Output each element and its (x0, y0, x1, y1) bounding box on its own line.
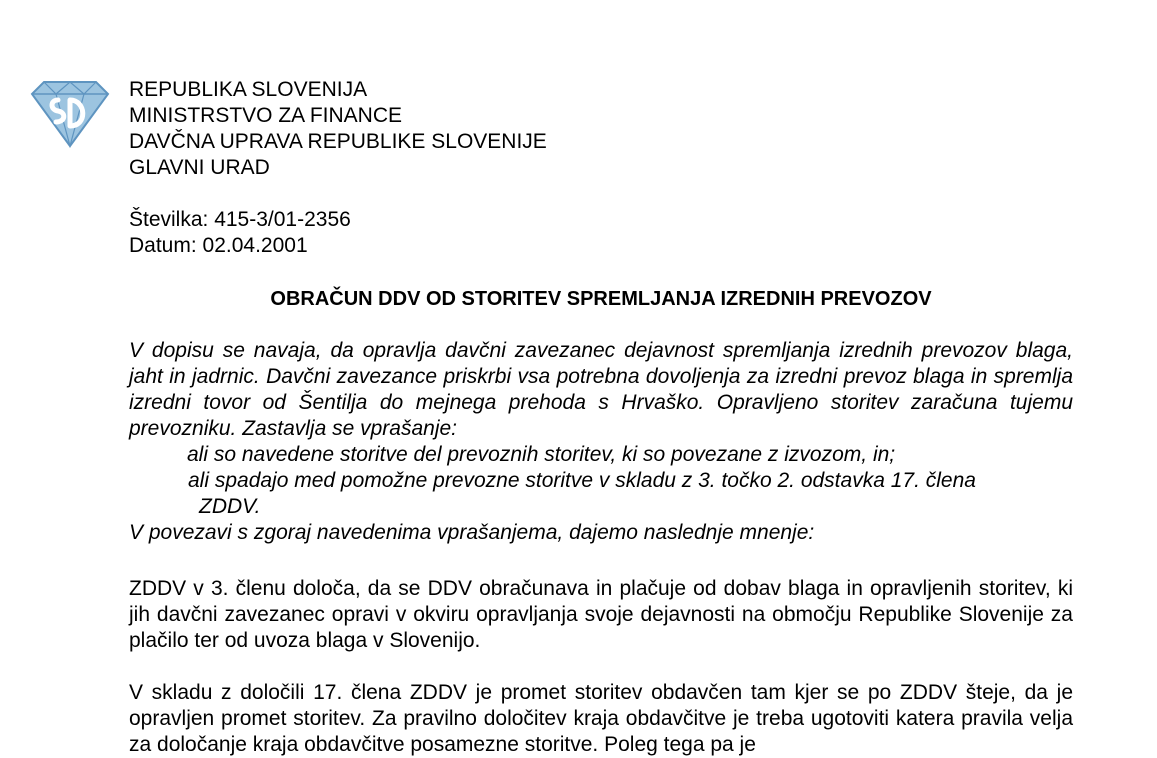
document-number: Številka: 415-3/01-2356 (129, 208, 351, 231)
intro-closing: V povezavi s zgoraj navedenima vprašanjema, dajemo naslednje mnenje: (129, 521, 815, 544)
header-line-main-office: GLAVNI URAD (129, 156, 270, 179)
document-date: Datum: 02.04.2001 (129, 234, 308, 257)
document-meta (129, 207, 351, 259)
paragraph-vat-article-17: V skladu z določili 17. člena ZDDV je promet storitev obdavčen tam kjer se po ZDDV šteje, da je opravljen promet storitev. Za pravilno določitev kraja obdavčitve je treba ugotoviti katera pravila velja za določanje kraja obdavčitve posamezne storitve. Poleg tega pa je (129, 681, 1073, 756)
document-title: OBRAČUN DDV OD STORITEV SPREMLJANJA IZREDNIH PREVOZOV (270, 288, 932, 310)
header-line-tax-office: DAVČNA UPRAVA REPUBLIKE SLOVENIJE (129, 130, 547, 153)
question-2-line-1: ali spadajo med pomožne prevozne storitve v skladu z 3. točko 2. odstavka 17. člena (188, 469, 976, 492)
question-2 (129, 468, 1073, 520)
intro-text: V dopisu se navaja, da opravlja davčni zavezanec dejavnost spremljanja izrednih prevozov blaga, jaht in jadrnic. Davčni zavezance priskrbi vsa potrebna dovoljenja za izredni prevoz blaga in spremlja izredni tovor od Šentilja do mejnega prehoda s Hrvaško. Opravljeno storitev zaračuna tujemu prevozniku. Zastavlja se vprašanje: (129, 339, 1073, 440)
header-line-republic: REPUBLIKA SLOVENIJA (129, 78, 368, 101)
header-line-ministry: MINISTRSTVO ZA FINANCE (129, 104, 403, 127)
letterhead (129, 77, 547, 181)
question-1: ali so navedene storitve del prevoznih storitev, ki so povezane z izvozom, in; (187, 443, 896, 466)
paragraph-vat-article-3: ZDDV v 3. členu določa, da se DDV obračunava in plačuje od dobav blaga in opravljenih storitev, ki jih davčni zavezanec opravi v okviru opravljanja svoje dejavnosti na območju Republike Slovenije za plačilo ter od uvoza blaga v Slovenijo. (129, 577, 1073, 652)
sd-diamond-logo (28, 78, 112, 150)
question-2-line-2: ZDDV. (199, 495, 261, 518)
intro-paragraph (129, 338, 1073, 546)
